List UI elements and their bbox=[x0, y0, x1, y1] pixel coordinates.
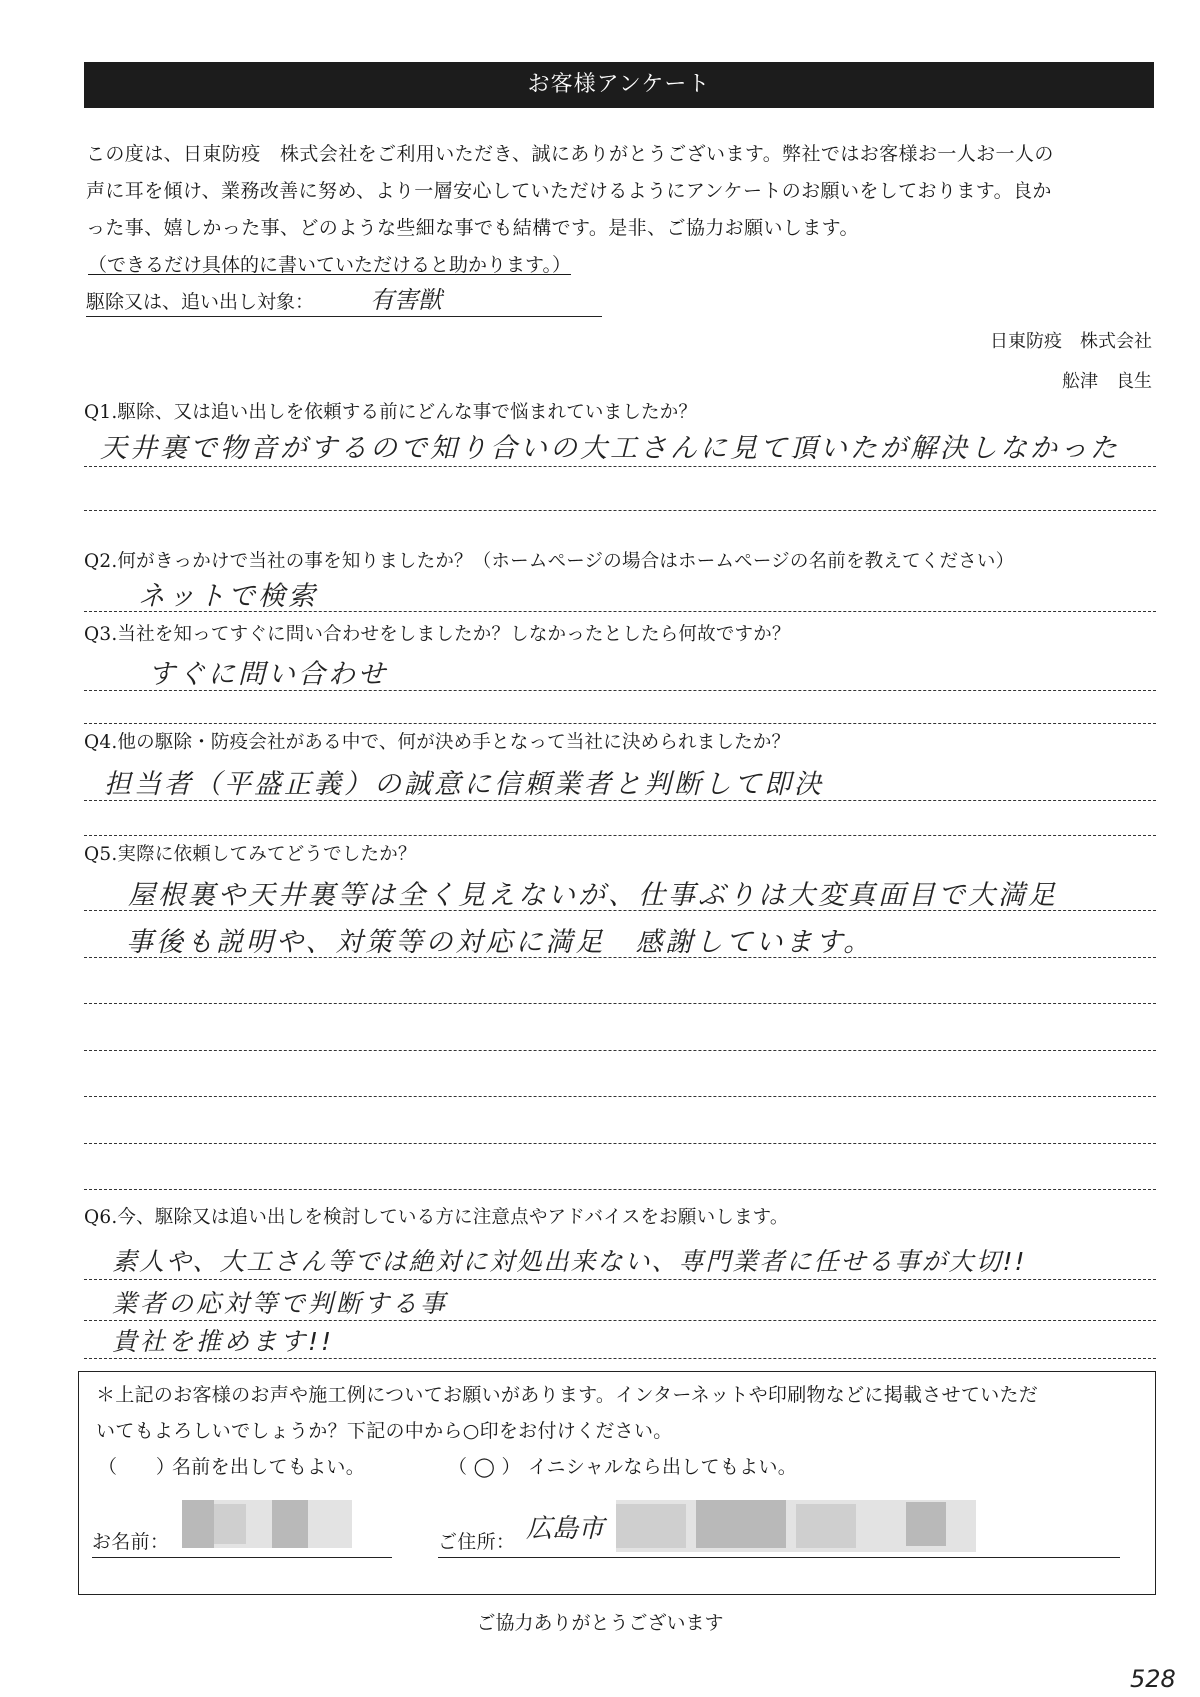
option-name-label: 名前を出してもよい。 bbox=[172, 1456, 366, 1478]
address-city: 広島市 bbox=[526, 1514, 605, 1544]
answer-line bbox=[84, 1189, 1156, 1190]
answer-5-line-1: 屋根裏や天井裏等は全く見えないが、仕事ぶりは大変真面目で大満足 bbox=[128, 880, 1058, 911]
answer-line bbox=[84, 1096, 1156, 1097]
name-redacted bbox=[182, 1500, 352, 1548]
option-initials-checkbox[interactable]: （ ◯ ） bbox=[448, 1456, 521, 1478]
name-label: お名前： bbox=[92, 1531, 170, 1553]
answer-line bbox=[84, 910, 1156, 911]
option-name-checkbox[interactable]: （ ） bbox=[98, 1456, 176, 1478]
company-name: 日東防疫 株式会社 bbox=[990, 331, 1152, 352]
intro-line-1: この度は、日東防疫 株式会社をご利用いただき、誠にありがとうございます。弊社ではお客様お一人お一人の bbox=[86, 143, 1054, 165]
thank-you-footer: ご協力ありがとうございます bbox=[476, 1612, 724, 1634]
consent-line-2: いてもよろしいでしょうか？下記の中から○印をお付けください。 bbox=[96, 1420, 673, 1442]
consent-line-1: ＊上記のお客様のお声や施工例についてお願いがあります。インターネットや印刷物などに掲載させていただ bbox=[96, 1384, 1039, 1406]
answer-line bbox=[84, 690, 1156, 691]
answer-line bbox=[84, 723, 1156, 724]
target-value: 有害獣 bbox=[370, 286, 442, 314]
survey-title: お客様アンケート bbox=[84, 62, 1154, 108]
answer-3-line-1: すぐに問い合わせ bbox=[148, 659, 388, 690]
question-4: Q4.他の駆除・防疫会社がある中で、何が決め手となって当社に決められましたか？ bbox=[84, 732, 791, 753]
answer-line bbox=[84, 1279, 1156, 1280]
answer-line bbox=[84, 1143, 1156, 1144]
question-5: Q5.実際に依頼してみてどうでしたか？ bbox=[84, 844, 417, 865]
answer-line bbox=[84, 1358, 1156, 1359]
question-3: Q3.当社を知ってすぐに問い合わせをしましたか？しなかったとしたら何故ですか？ bbox=[84, 624, 791, 645]
answer-line bbox=[84, 510, 1156, 511]
intro-paragraph bbox=[86, 136, 1161, 247]
answer-4-line-1: 担当者（平盛正義）の誠意に信頼業者と判断して即決 bbox=[104, 769, 824, 800]
answer-6-line-2: 業者の応対等で判断する事 bbox=[112, 1289, 449, 1318]
answer-line bbox=[84, 835, 1156, 836]
answer-1-line-1: 天井裏で物音がするので知り合いの大工さんに見て頂いたが解決しなかった bbox=[100, 433, 1120, 464]
intro-line-2: 声に耳を傾け、業務改善に努め、より一層安心していただけるようにアンケートのお願いをしております。良か bbox=[86, 180, 1052, 202]
question-1: Q1.駆除、又は追い出しを依頼する前にどんな事で悩まれていましたか？ bbox=[84, 402, 698, 423]
target-underline bbox=[86, 316, 602, 317]
answer-line bbox=[84, 611, 1156, 612]
intro-line-3: った事、嬉しかった事、どのような些細な事でも結構です。是非、ご協力お願いします。 bbox=[86, 217, 859, 239]
answer-line bbox=[84, 957, 1156, 958]
address-field[interactable] bbox=[438, 1557, 1120, 1558]
answer-line bbox=[84, 1003, 1156, 1004]
intro-note: （できるだけ具体的に書いていただけると助かります。） bbox=[88, 254, 571, 276]
answer-line bbox=[84, 1050, 1156, 1051]
question-6: Q6.今、駆除又は追い出しを検討している方に注意点やアドバイスをお願いします。 bbox=[84, 1207, 789, 1228]
target-label: 駆除又は、追い出し対象： bbox=[86, 291, 315, 313]
answer-5-line-2: 事後も説明や、対策等の対応に満足 感謝しています。 bbox=[126, 927, 874, 958]
answer-2-line-1: ネットで検索 bbox=[138, 581, 318, 612]
name-field[interactable] bbox=[92, 1557, 392, 1558]
answer-6-line-1: 素人や、大工さん等では絶対に対処出来ない、専門業者に任せる事が大切!! bbox=[112, 1247, 1027, 1276]
address-redacted bbox=[616, 1500, 976, 1552]
answer-6-line-3: 貴社を推めます!! bbox=[112, 1327, 335, 1356]
answer-line bbox=[84, 466, 1156, 467]
staff-name: 舩津 良生 bbox=[1062, 371, 1152, 392]
answer-line bbox=[84, 1320, 1156, 1321]
question-2: Q2.何がきっかけで当社の事を知りましたか？（ホームページの場合はホームページの名前を教えてください） bbox=[84, 551, 1015, 572]
answer-line bbox=[84, 800, 1156, 801]
option-initials-label: イニシャルなら出してもよい。 bbox=[528, 1456, 798, 1478]
address-label: ご住所： bbox=[438, 1531, 516, 1553]
page-number: 528 bbox=[1130, 1665, 1176, 1693]
